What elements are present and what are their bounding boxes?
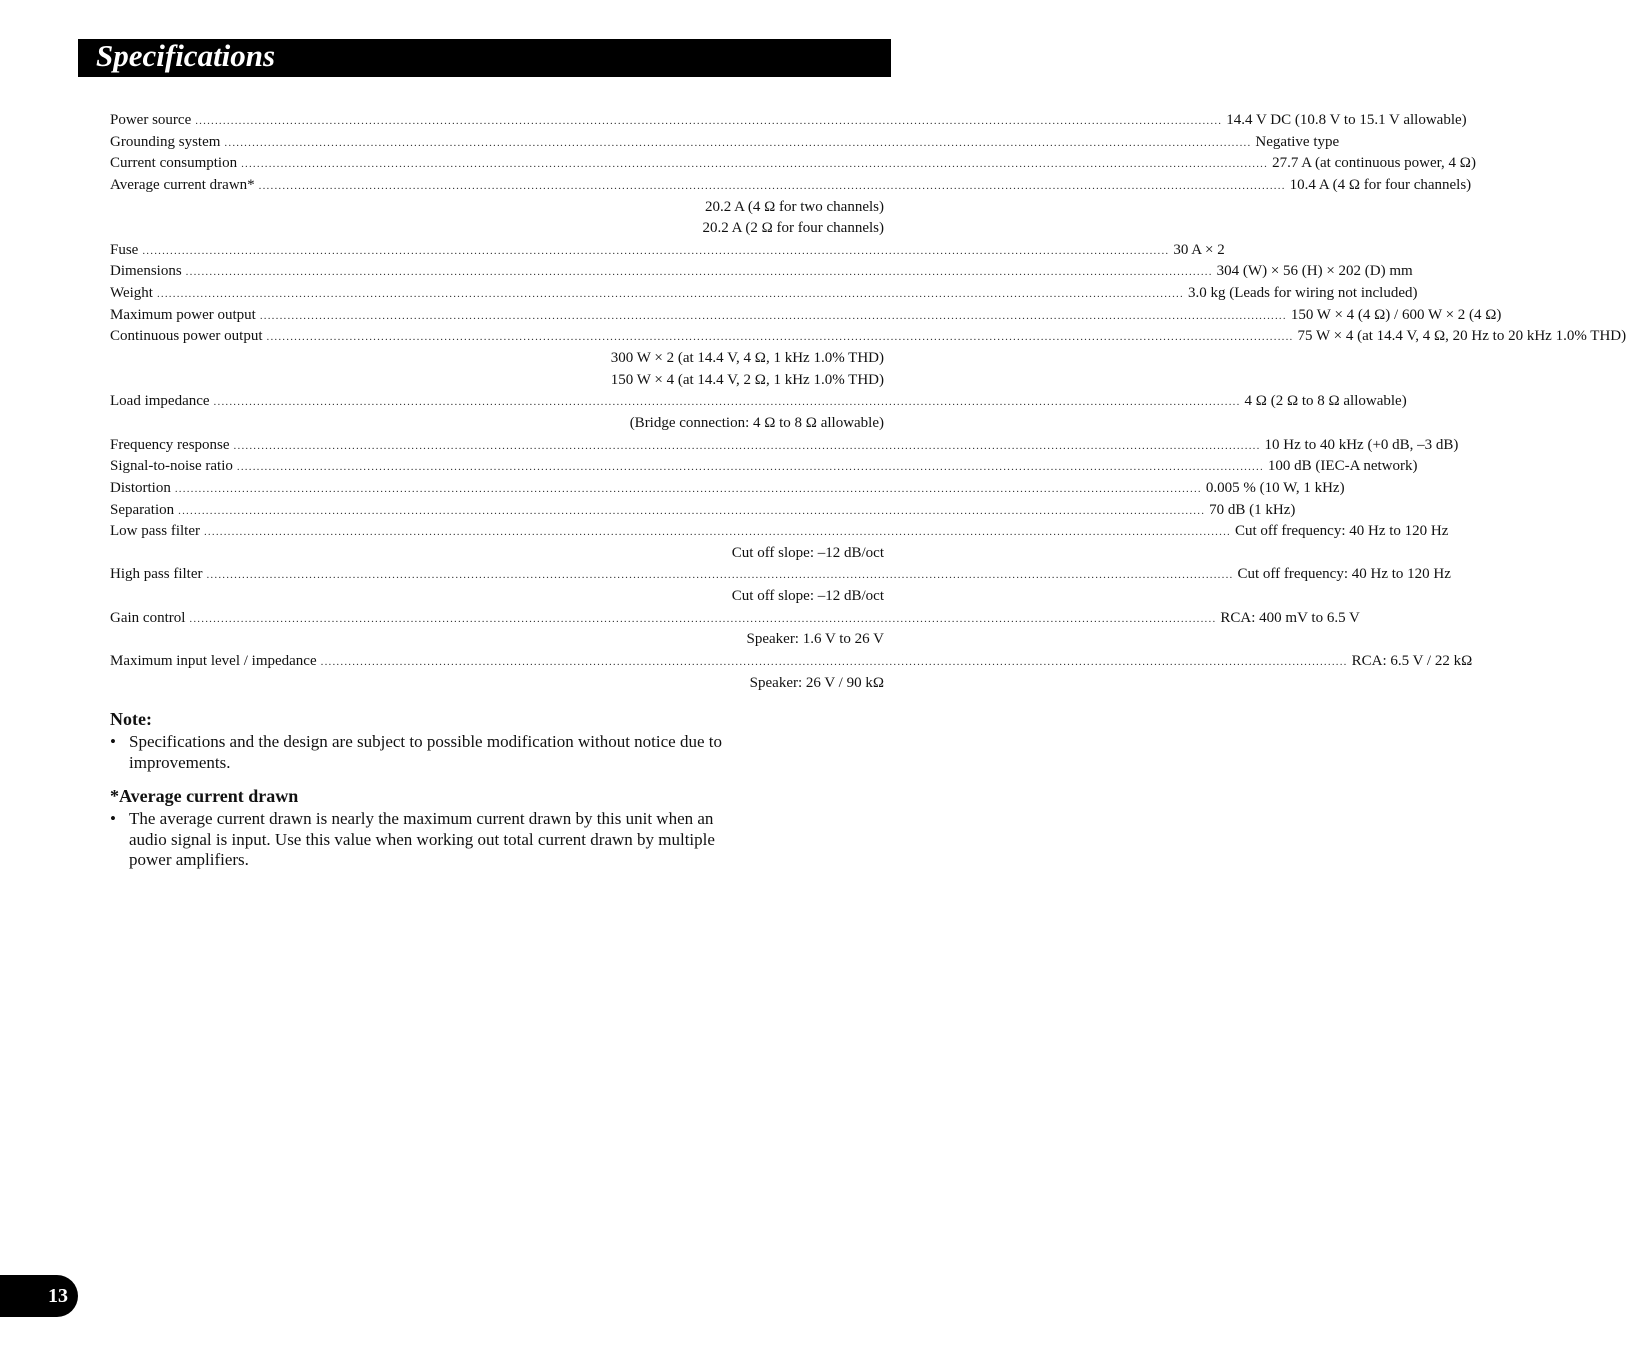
spec-row: [110, 220, 884, 242]
spec-label: Separation: [110, 501, 175, 518]
page-number: 13: [48, 1285, 68, 1307]
spec-row: [110, 133, 1340, 156]
spec-label: Signal-to-noise ratio: [110, 458, 233, 475]
spec-value: 300 W × 2 (at 14.4 V, 4 Ω, 1 kHz 1.0% THD): [610, 350, 884, 367]
spec-row: [110, 523, 1449, 545]
dot-leader: ....................................................................................................................................................................................................................................................................: [224, 136, 1252, 149]
spec-value: 20.2 A (2 Ω for four channels): [702, 220, 884, 237]
dot-leader: ....................................................................................................................................................................................................................................................................: [174, 482, 1202, 495]
average-current-item: [110, 809, 729, 871]
dot-leader: ....................................................................................................................................................................................................................................................................: [213, 396, 1241, 409]
spec-label: Grounding system: [110, 133, 221, 150]
spec-row: [110, 458, 1418, 480]
spec-row: [110, 328, 1626, 350]
spec-label: Dimensions: [110, 263, 182, 280]
dot-leader: ....................................................................................................................................................................................................................................................................: [156, 288, 1184, 301]
spec-row: [110, 501, 1296, 524]
spec-row: [110, 436, 1459, 459]
average-current-text: The average current drawn is nearly the maximum current drawn by this unit when an audio signal is input. Use this value when working out total current drawn by multiple power amplifiers.: [129, 809, 715, 869]
specifications-table: [110, 112, 1626, 696]
spec-value: 14.4 V DC (10.8 V to 15.1 V allowable): [1226, 112, 1467, 128]
spec-value: 150 W × 4 (at 14.4 V, 2 Ω, 1 kHz 1.0% THD): [610, 371, 884, 388]
spec-value: 3.0 kg (Leads for wiring not included): [1187, 285, 1418, 302]
spec-row: [110, 350, 884, 372]
dot-leader: ....................................................................................................................................................................................................................................................................: [189, 612, 1217, 625]
spec-value: RCA: 6.5 V / 22 kΩ: [1351, 653, 1473, 670]
average-current-heading: *Average current drawn: [110, 786, 299, 806]
spec-row: [110, 263, 1413, 285]
spec-label: Maximum input level / impedance: [110, 653, 317, 670]
spec-label: Load impedance: [110, 393, 210, 410]
spec-row: [110, 415, 884, 437]
spec-label: Gain control: [110, 609, 186, 626]
spec-value: 100 dB (IEC-A network): [1267, 458, 1418, 475]
spec-row: [110, 285, 1418, 307]
spec-row: [110, 176, 1472, 199]
dot-leader: ....................................................................................................................................................................................................................................................................: [241, 158, 1269, 171]
spec-row: [110, 479, 1345, 502]
spec-row: [110, 372, 884, 394]
spec-value: Speaker: 26 V / 90 kΩ: [749, 674, 884, 691]
note-item: [110, 732, 729, 773]
spec-row: [110, 241, 1225, 264]
page-number-tab: [0, 1275, 78, 1317]
spec-value: Negative type: [1255, 133, 1340, 150]
spec-label: Distortion: [110, 479, 171, 496]
spec-row: [110, 545, 884, 567]
spec-row: [110, 588, 884, 610]
spec-label: Current consumption: [110, 155, 238, 172]
spec-row: [110, 653, 1473, 675]
spec-value: (Bridge connection: 4 Ω to 8 Ω allowable): [629, 414, 884, 431]
spec-label: Power source: [110, 112, 192, 128]
spec-row: [110, 112, 1467, 134]
spec-value: 75 W × 4 (at 14.4 V, 4 Ω, 20 Hz to 20 kHz 1.0% THD): [1297, 328, 1626, 345]
bullet: •: [110, 732, 116, 751]
spec-label: Fuse: [110, 241, 139, 258]
spec-label: High pass filter: [110, 566, 203, 583]
spec-value: 304 (W) × 56 (H) × 202 (D) mm: [1216, 263, 1413, 280]
dot-leader: ....................................................................................................................................................................................................................................................................: [233, 439, 1261, 452]
dot-leader: ....................................................................................................................................................................................................................................................................: [258, 179, 1286, 192]
spec-value: Cut off frequency: 40 Hz to 120 Hz: [1234, 523, 1449, 540]
spec-row: [110, 199, 884, 221]
dot-leader: ....................................................................................................................................................................................................................................................................: [266, 331, 1294, 344]
title-bar: [78, 39, 891, 77]
spec-label: Continuous power output: [110, 328, 263, 345]
dot-leader: ....................................................................................................................................................................................................................................................................: [206, 569, 1234, 582]
dot-leader: ....................................................................................................................................................................................................................................................................: [142, 244, 1170, 257]
spec-row: [110, 675, 884, 697]
spec-row: [110, 393, 1407, 415]
dot-leader: ....................................................................................................................................................................................................................................................................: [320, 656, 1348, 669]
spec-value: RCA: 400 mV to 6.5 V: [1220, 609, 1360, 626]
note-text: Specifications and the design are subject to possible modification without notice due to improvements.: [129, 732, 722, 772]
spec-value: 10.4 A (4 Ω for four channels): [1289, 176, 1472, 193]
spec-value: 27.7 A (at continuous power, 4 Ω): [1272, 155, 1476, 172]
spec-label: Weight: [110, 285, 153, 302]
dot-leader: ....................................................................................................................................................................................................................................................................: [203, 526, 1231, 539]
dot-leader: ....................................................................................................................................................................................................................................................................: [195, 115, 1223, 127]
dot-leader: ....................................................................................................................................................................................................................................................................: [178, 504, 1206, 517]
spec-value: 20.2 A (4 Ω for two channels): [704, 198, 884, 215]
dot-leader: ....................................................................................................................................................................................................................................................................: [185, 266, 1213, 279]
spec-value: 70 dB (1 kHz): [1209, 501, 1296, 518]
dot-leader: ....................................................................................................................................................................................................................................................................: [236, 461, 1264, 474]
spec-value: 4 Ω (2 Ω to 8 Ω allowable): [1244, 393, 1407, 410]
spec-row: [110, 631, 884, 653]
spec-value: Cut off slope: –12 dB/oct: [731, 544, 884, 561]
spec-row: [110, 306, 1502, 329]
bullet: •: [110, 809, 116, 828]
spec-row: [110, 155, 1476, 177]
spec-value: 0.005 % (10 W, 1 kHz): [1205, 479, 1345, 496]
spec-label: Frequency response: [110, 436, 230, 453]
spec-value: Speaker: 1.6 V to 26 V: [746, 631, 884, 648]
spec-value: Cut off slope: –12 dB/oct: [731, 588, 884, 605]
spec-value: 150 W × 4 (4 Ω) / 600 W × 2 (4 Ω): [1290, 306, 1502, 323]
spec-value: Cut off frequency: 40 Hz to 120 Hz: [1237, 566, 1451, 583]
page-title: Specifications: [96, 38, 276, 73]
spec-label: Maximum power output: [110, 306, 256, 323]
spec-value: 10 Hz to 40 kHz (+0 dB, –3 dB): [1264, 436, 1459, 453]
dot-leader: ....................................................................................................................................................................................................................................................................: [259, 309, 1287, 322]
spec-value: 30 A × 2: [1173, 241, 1225, 258]
spec-row: [110, 609, 1360, 632]
spec-label: Average current drawn*: [110, 176, 255, 193]
spec-label: Low pass filter: [110, 523, 200, 540]
spec-row: [110, 566, 1451, 588]
note-heading: Note:: [110, 709, 152, 729]
